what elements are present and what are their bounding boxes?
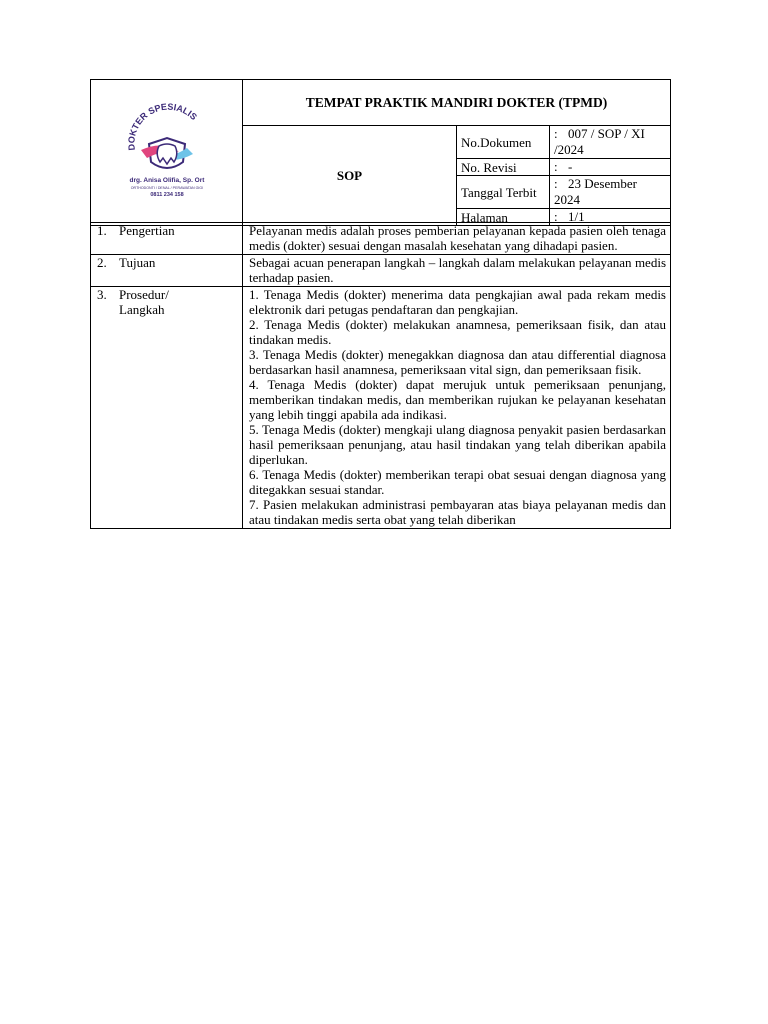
meta-table <box>457 126 670 225</box>
section-label-cell <box>91 223 243 255</box>
meta-colon: : <box>554 126 558 141</box>
procedure-step: 7. Pasien melakukan administrasi pembayaran atas biaya pelayanan medis dan atau tindakan medis serta obat yang telah diberikan <box>249 497 666 527</box>
meta-label: No. Revisi <box>457 159 550 176</box>
document-title: TEMPAT PRAKTIK MANDIRI DOKTER (TPMD) <box>243 80 671 126</box>
logo-doctor-name: drg. Anisa Olifia, Sp. Ort <box>129 177 204 184</box>
section-content: Sebagai acuan penerapan langkah – langkah dalam melakukan pelayanan medis terhadap pasien. <box>243 255 671 287</box>
procedure-step: 2. Tenaga Medis (dokter) melakukan anamnesa, pemeriksaan fisik, dan atau tindakan medis. <box>249 317 666 347</box>
sop-label: SOP <box>243 126 457 226</box>
meta-value: 23 Desember 2024 <box>554 176 637 207</box>
meta-value-cell <box>550 159 671 176</box>
section-content <box>243 287 671 529</box>
meta-colon: : <box>554 159 558 174</box>
meta-cell <box>457 126 671 226</box>
section-number: 3. <box>97 287 107 302</box>
meta-colon: : <box>554 209 558 224</box>
logo-cell <box>91 80 243 226</box>
document-header-table <box>90 79 671 226</box>
section-label <box>119 287 169 317</box>
section-number: 1. <box>97 223 107 238</box>
procedure-step: 6. Tenaga Medis (dokter) memberikan terapi obat sesuai dengan diagnosa yang ditegakkan sesuai standar. <box>249 467 666 497</box>
section-row-tujuan <box>91 255 671 287</box>
logo-phone: 0811 234 158 <box>149 192 184 198</box>
section-label-cell <box>91 255 243 287</box>
meta-value: 007 / SOP / XI /2024 <box>554 126 645 157</box>
meta-value: 1/1 <box>568 209 585 224</box>
sop-body-table <box>90 222 671 529</box>
meta-value-cell <box>550 176 671 209</box>
meta-label: Halaman <box>457 209 550 226</box>
meta-value: - <box>568 159 573 174</box>
clinic-logo <box>97 100 237 200</box>
tooth-icon <box>157 144 177 164</box>
meta-value-cell <box>550 126 671 159</box>
section-content: Pelayanan medis adalah proses pemberian pelayanan kepada pasien oleh tenaga medis (dokter) sesuai dengan masalah kesehatan yang dihadapi pasien. <box>243 223 671 255</box>
meta-row <box>457 159 670 176</box>
procedure-step: 5. Tenaga Medis (dokter) mengkaji ulang diagnosa penyakit pasien berdasarkan hasil pemeriksaan penunjang, atau hasil tindakan yang telah diberikan apabila diperlukan. <box>249 422 666 467</box>
logo-arc-text: DOKTER SPESIALIS <box>125 101 199 151</box>
section-label-line2: Langkah <box>119 302 165 317</box>
section-label: Pengertian <box>119 223 175 238</box>
section-row-pengertian <box>91 223 671 255</box>
section-label-line1: Prosedur/ <box>119 287 169 302</box>
meta-label: Tanggal Terbit <box>457 176 550 209</box>
procedure-step: 4. Tenaga Medis (dokter) dapat merujuk untuk pemeriksaan penunjang, memberikan tindakan medis, dan memberikan rujukan ke pelayanan kesehatan yang lebih tinggi apabila ada indikasi. <box>249 377 666 422</box>
section-label-cell <box>91 287 243 529</box>
meta-label: No.Dokumen <box>457 126 550 159</box>
section-number: 2. <box>97 255 107 270</box>
procedure-step: 3. Tenaga Medis (dokter) menegakkan diagnosa dan atau differential diagnosa berdasarkan hasil anamnesa, pemeriksaan vital sign, dan pemeriksaan fisik. <box>249 347 666 377</box>
meta-row <box>457 126 670 159</box>
meta-row <box>457 176 670 209</box>
meta-colon: : <box>554 176 558 191</box>
procedure-step: 1. Tenaga Medis (dokter) menerima data pengkajian awal pada rekam medis elektronik dari petugas pendaftaran dan pengkajian. <box>249 287 666 317</box>
section-label: Tujuan <box>119 255 156 270</box>
section-row-prosedur <box>91 287 671 529</box>
logo-subtitle: ORTHODONTI / DENAL / PERAWATAN GIGI <box>130 186 203 190</box>
